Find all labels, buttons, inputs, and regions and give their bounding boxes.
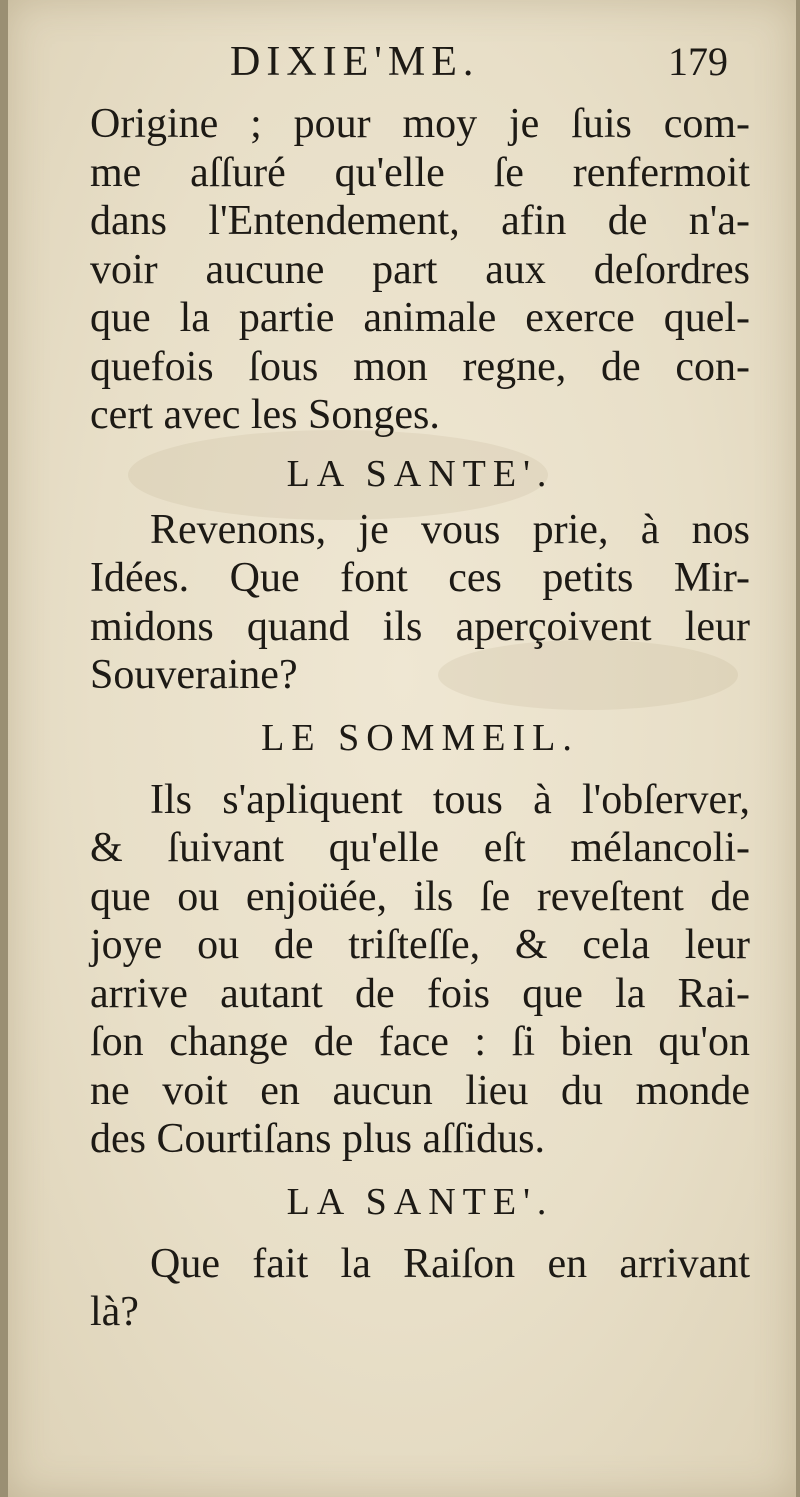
text-line: midons quand ils aperçoivent leur (90, 603, 750, 650)
speaker-heading: LA SANTE'. (286, 1180, 554, 1223)
text-line: Que fait la Raiſon en arrivant (150, 1240, 750, 1287)
text-line: Ils s'apliquent tous à l'obſerver, (150, 776, 750, 823)
text-line: que ou enjoüée, ils ſe reveſtent de (90, 873, 750, 920)
text-line: ſon change de face : ſi bien qu'on (90, 1019, 750, 1065)
text-line: joye ou de triſteſſe, & cela leur (90, 922, 750, 968)
text-line: arrive autant de fois que la Rai- (90, 970, 750, 1017)
body-text (90, 100, 750, 1337)
running-head: DIXIE'ME. (230, 39, 480, 85)
text-line: ne voit en aucun lieu du monde (90, 1067, 750, 1114)
text-line: Idées. Que font ces petits Mir- (90, 555, 750, 601)
text-line: dans l'Entendement, afin de n'a- (90, 198, 750, 244)
text-line: Souveraine? (90, 652, 298, 698)
book-page (8, 0, 796, 1497)
text-line: que la partie animale exerce quel- (90, 295, 750, 341)
page-header (8, 38, 796, 98)
speaker-heading: LA SANTE'. (286, 452, 554, 495)
text-line: & ſuivant qu'elle eſt mélancoli- (90, 825, 750, 871)
text-line: Revenons, je vous prie, à nos (150, 506, 750, 553)
text-line: là? (90, 1289, 139, 1335)
text-line: voir aucune part aux deſordres (90, 246, 750, 293)
page-number: 179 (668, 39, 728, 84)
speaker-heading: LE SOMMEIL. (261, 716, 579, 759)
text-line: Origine ; pour moy je ſuis com- (90, 101, 750, 147)
text-line: cert avec les Songes. (90, 392, 440, 438)
text-line: quefois ſous mon regne, de con- (90, 343, 750, 390)
text-line: des Courtiſans plus aſſidus. (90, 1116, 545, 1162)
text-line: me aſſuré qu'elle ſe renfermoit (90, 149, 750, 196)
